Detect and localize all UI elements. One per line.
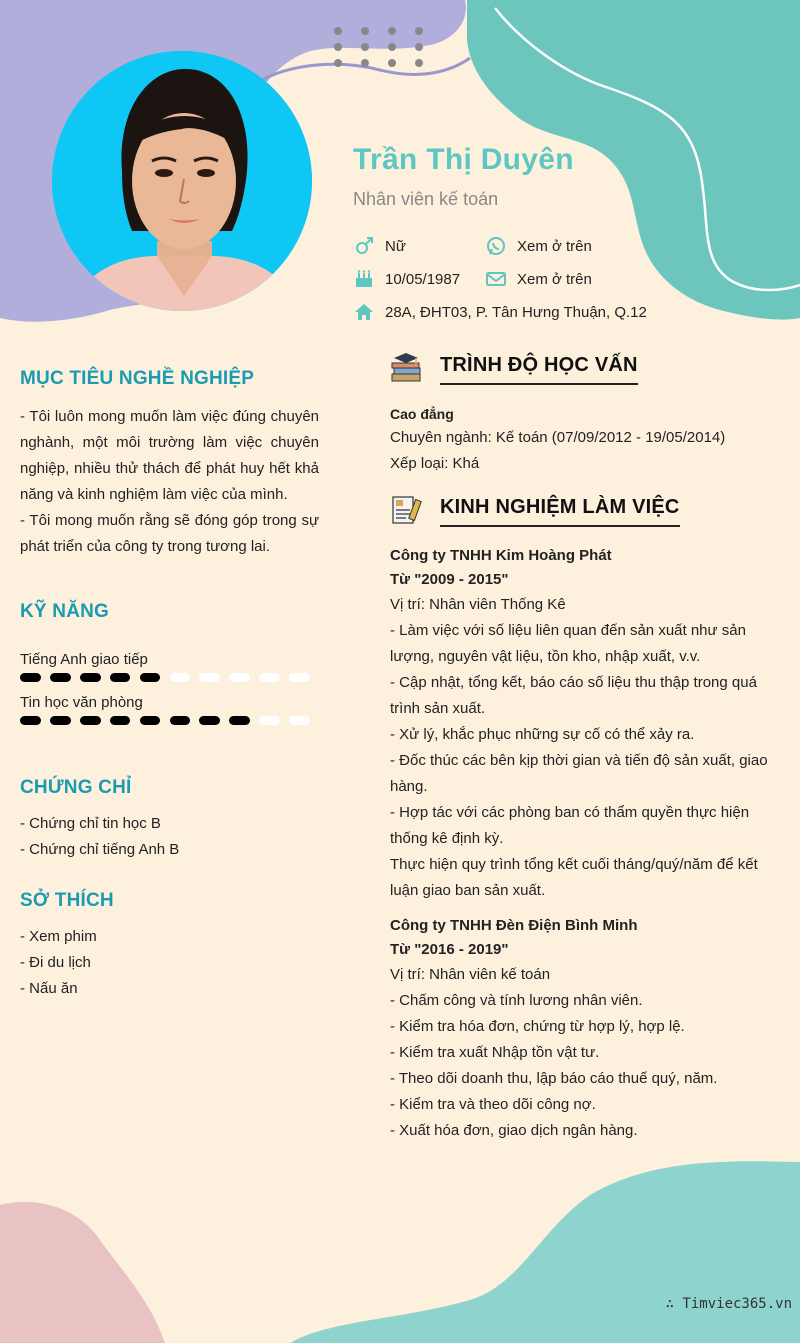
education-title: TRÌNH ĐỘ HỌC VẤN: [440, 352, 638, 385]
job-company: Công ty TNHH Kim Hoàng Phát: [390, 547, 612, 564]
job-description: [390, 618, 775, 904]
skill-dot: [140, 716, 161, 725]
phone-row: [485, 236, 592, 256]
job-duty-line: - Đốc thúc các bên kịp thời gian và tiến độ sản xuất, giao: [390, 752, 768, 769]
job-title: Nhân viên kế toán: [353, 189, 499, 209]
job-period: Từ "2016 - 2019": [390, 941, 509, 958]
skill-label: Tin học văn phòng: [20, 694, 143, 711]
gender-icon: [353, 236, 375, 256]
skill-label: Tiếng Anh giao tiếp: [20, 651, 148, 668]
job-entry: [390, 914, 775, 1144]
certificate-item: - Chứng chỉ tin học B: [20, 815, 161, 832]
phone-icon: [485, 236, 507, 256]
skill-dot: [110, 716, 131, 725]
certificates-title: CHỨNG CHỈ: [20, 777, 132, 798]
hobby-item: - Xem phim: [20, 928, 97, 945]
skill-dot: [259, 716, 280, 725]
skill-dot: [50, 716, 71, 725]
skill-dot: [170, 673, 191, 682]
job-duty-line: - Kiểm tra xuất Nhập tồn vật tư.: [390, 1044, 600, 1061]
education-heading: [390, 352, 638, 385]
skill-dot: [289, 673, 310, 682]
education-section: [390, 403, 775, 477]
job-duty-line: - Theo dõi doanh thu, lập báo cáo thuế quý, năm.: [390, 1070, 718, 1087]
skill-item: [20, 694, 319, 725]
experience-heading: [390, 494, 680, 527]
skill-dot: [20, 673, 41, 682]
address-value: 28A, ĐHT03, P. Tân Hưng Thuận, Q.12: [385, 303, 647, 321]
job-duty-line: Thực hiện quy trình tổng kết cuối tháng/quý/năm để kết: [390, 856, 758, 873]
job-duty-line: - Cập nhật, tổng kết, báo cáo số liệu thu thập trong quá: [390, 674, 757, 691]
skill-dot: [170, 716, 191, 725]
skill-dot: [199, 673, 220, 682]
job-duty-line: - Làm việc với số liệu liên quan đến sản xuất như sản: [390, 622, 746, 639]
skill-dot: [110, 673, 131, 682]
skill-item: [20, 651, 319, 682]
envelope-icon: [485, 269, 507, 289]
job-entry: [390, 544, 775, 904]
education-level: Cao đẳng: [390, 406, 454, 422]
job-duty-line: - Xuất hóa đơn, giao dịch ngân hàng.: [390, 1122, 638, 1139]
skills-section: [20, 601, 319, 725]
objective-title: MỤC TIÊU NGHỀ NGHIỆP: [20, 368, 255, 389]
address-row: [353, 302, 647, 322]
skill-dot: [20, 716, 41, 725]
home-icon: [353, 302, 375, 322]
objective-paragraph-2: - Tôi mong muốn rằng sẽ đóng góp trong sự phát triển của công ty trong tương lai.: [20, 512, 319, 555]
skill-dot: [80, 673, 101, 682]
job-duty-line: - Hợp tác với các phòng ban có thẩm quyền thực hiện: [390, 804, 750, 821]
job-position: Vị trí: Nhân viên Thống Kê: [390, 596, 566, 613]
job-duty-line: thống kê định kỳ.: [390, 830, 504, 847]
skill-dot: [50, 673, 71, 682]
job-description: [390, 988, 775, 1144]
education-major: Chuyên ngành: Kế toán (07/09/2012 - 19/05/2014): [390, 429, 726, 446]
skill-rating: [20, 673, 319, 682]
skill-dot: [140, 673, 161, 682]
cake-icon: [353, 269, 375, 289]
job-company: Công ty TNHH Đèn Điện Bình Minh: [390, 917, 638, 934]
skills-title: KỸ NĂNG: [20, 601, 110, 622]
certificates-section: [20, 777, 319, 863]
brand-watermark: ∴ Timviec365.vn: [665, 1296, 792, 1312]
candidate-name: Trần Thị Duyên: [353, 143, 574, 176]
education-grade: Xếp loại: Khá: [390, 455, 480, 472]
skill-dot: [80, 716, 101, 725]
skill-dot: [199, 716, 220, 725]
hobby-item: - Đi du lịch: [20, 954, 91, 971]
job-duty-line: trình sản xuất.: [390, 700, 486, 717]
job-duty-line: luận giao ban sản xuất.: [390, 882, 546, 899]
job-duty-line: - Kiểm tra và theo dõi công nợ.: [390, 1096, 596, 1113]
job-position: Vị trí: Nhân viên kế toán: [390, 966, 551, 983]
objective-paragraph-1: - Tôi luôn mong muốn làm việc đúng chuyên nghành, một môi trường làm việc chuyên nghiệp, nhiều thử thách để phát huy hết khả năng và kinh nghiệm làm việc của mình.: [20, 408, 319, 503]
certificate-item: - Chứng chỉ tiếng Anh B: [20, 841, 180, 858]
phone-value: Xem ở trên: [517, 237, 592, 255]
skill-dot: [229, 673, 250, 682]
email-value: Xem ở trên: [517, 270, 592, 288]
job-period: Từ "2009 - 2015": [390, 571, 509, 588]
objective-section: [20, 368, 319, 560]
skill-dot: [259, 673, 280, 682]
job-duty-line: lượng, nguyên vật liệu, tồn kho, nhập xuất, v.v.: [390, 648, 701, 665]
job-duty-line: - Xử lý, khắc phục những sự cố có thể xảy ra.: [390, 726, 695, 743]
skill-dot: [289, 716, 310, 725]
hobbies-title: SỞ THÍCH: [20, 890, 114, 911]
experience-title: KINH NGHIỆM LÀM VIỆC: [440, 494, 680, 527]
skill-dot: [229, 716, 250, 725]
graduation-books-icon: [390, 352, 422, 384]
job-duty-line: - Kiểm tra hóa đơn, chứng từ hợp lý, hợp lệ.: [390, 1018, 685, 1035]
birthday-row: [353, 269, 460, 289]
gender-row: [353, 236, 406, 256]
gender-value: Nữ: [385, 237, 406, 255]
skill-rating: [20, 716, 319, 725]
hobbies-section: [20, 890, 319, 1002]
job-duty-line: hàng.: [390, 778, 428, 795]
hobby-item: - Nấu ăn: [20, 980, 78, 997]
birthday-value: 10/05/1987: [385, 270, 461, 288]
job-duty-line: - Chấm công và tính lương nhân viên.: [390, 992, 643, 1009]
profile-photo: [52, 51, 312, 311]
resume-icon: [390, 494, 422, 526]
email-row: [485, 269, 592, 289]
